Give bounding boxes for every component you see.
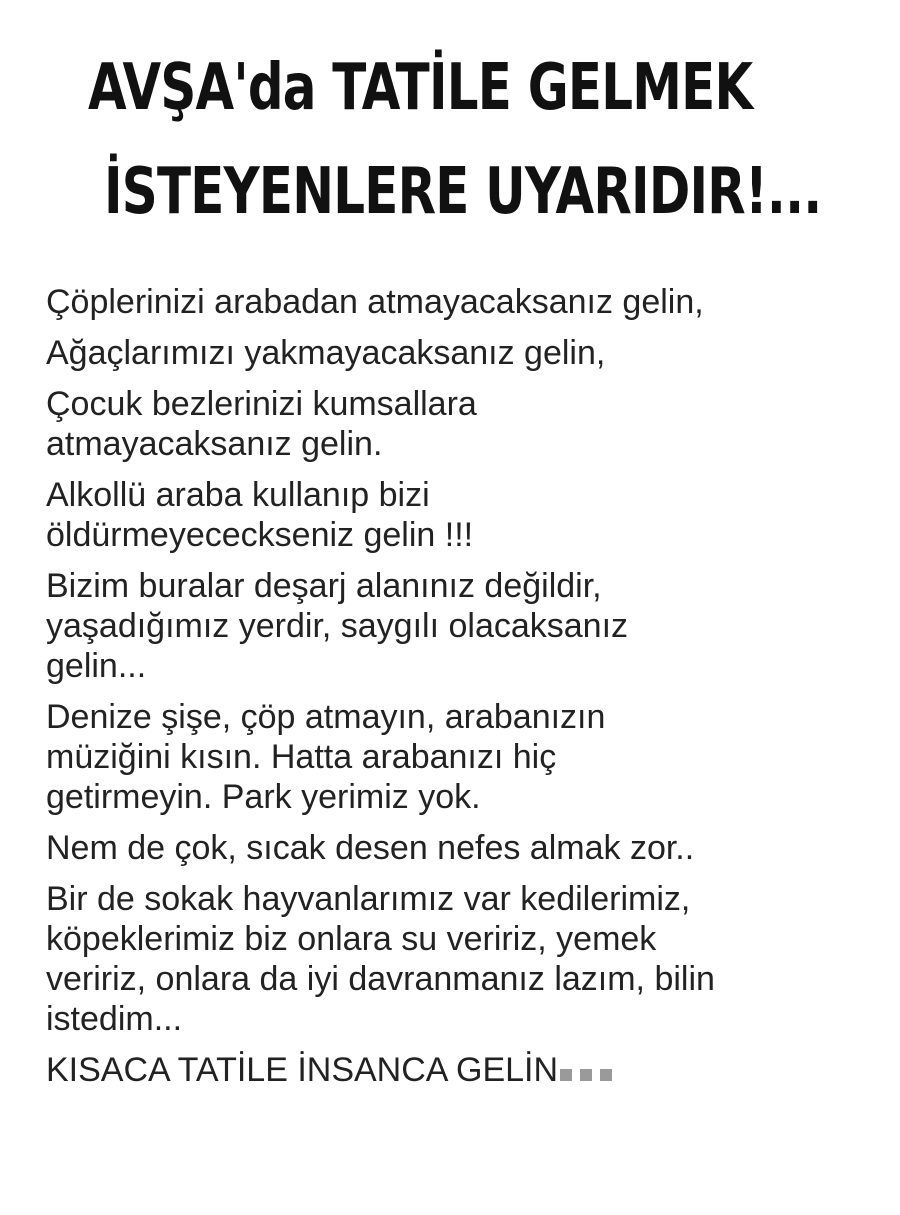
closing-line bbox=[46, 1050, 866, 1090]
paragraph bbox=[46, 697, 866, 817]
text-line: Çöplerinizi arabadan atmayacaksanız gelin, bbox=[46, 283, 704, 321]
paragraph bbox=[46, 828, 866, 868]
text-line: gelin... bbox=[46, 647, 147, 685]
paragraph bbox=[46, 384, 866, 464]
paragraph bbox=[46, 333, 866, 373]
text-line: müziğini kısın. Hatta arabanızı hiç bbox=[46, 738, 557, 776]
closing-text: KISACA TATİLE İNSANCA GELİN bbox=[46, 1051, 559, 1089]
paragraph bbox=[46, 282, 866, 322]
text-line: yaşadığımız yerdir, saygılı olacaksanız bbox=[46, 607, 629, 645]
text-line: Çocuk bezlerinizi kumsallara bbox=[46, 385, 477, 423]
paragraph bbox=[46, 475, 866, 555]
square-dots-icon bbox=[560, 1050, 620, 1090]
text-line: Alkollü araba kullanıp bizi bbox=[46, 476, 430, 514]
paragraph bbox=[46, 879, 866, 1039]
text-line: veririz, onlara da iyi davranmanız lazım, bilin bbox=[46, 960, 715, 998]
text-line: atmayacaksanız gelin. bbox=[46, 425, 383, 463]
text-line: Bir de sokak hayvanlarımız var kedilerimiz, bbox=[46, 880, 691, 918]
text-line: getirmeyin. Park yerimiz yok. bbox=[46, 778, 481, 816]
paragraph bbox=[46, 566, 866, 686]
text-line: Ağaçlarımızı yakmayacaksanız gelin, bbox=[46, 334, 606, 372]
text-line: köpeklerimiz biz onlara su veririz, yemek bbox=[46, 920, 657, 958]
text-line: Denize şişe, çöp atmayın, arabanızın bbox=[46, 698, 606, 736]
headline-line-1: AVŞA'da TATİLE GELMEK bbox=[88, 51, 753, 125]
text-line: istedim... bbox=[46, 1000, 183, 1038]
text-line: Nem de çok, sıcak desen nefes almak zor.. bbox=[46, 829, 695, 867]
warning-text bbox=[46, 282, 866, 1101]
headline-line-2: İSTEYENLERE UYARIDIR!... bbox=[104, 155, 822, 229]
text-line: öldürmeyececkseniz gelin !!! bbox=[46, 516, 474, 554]
text-line: Bizim buralar deşarj alanınız değildir, bbox=[46, 567, 602, 605]
